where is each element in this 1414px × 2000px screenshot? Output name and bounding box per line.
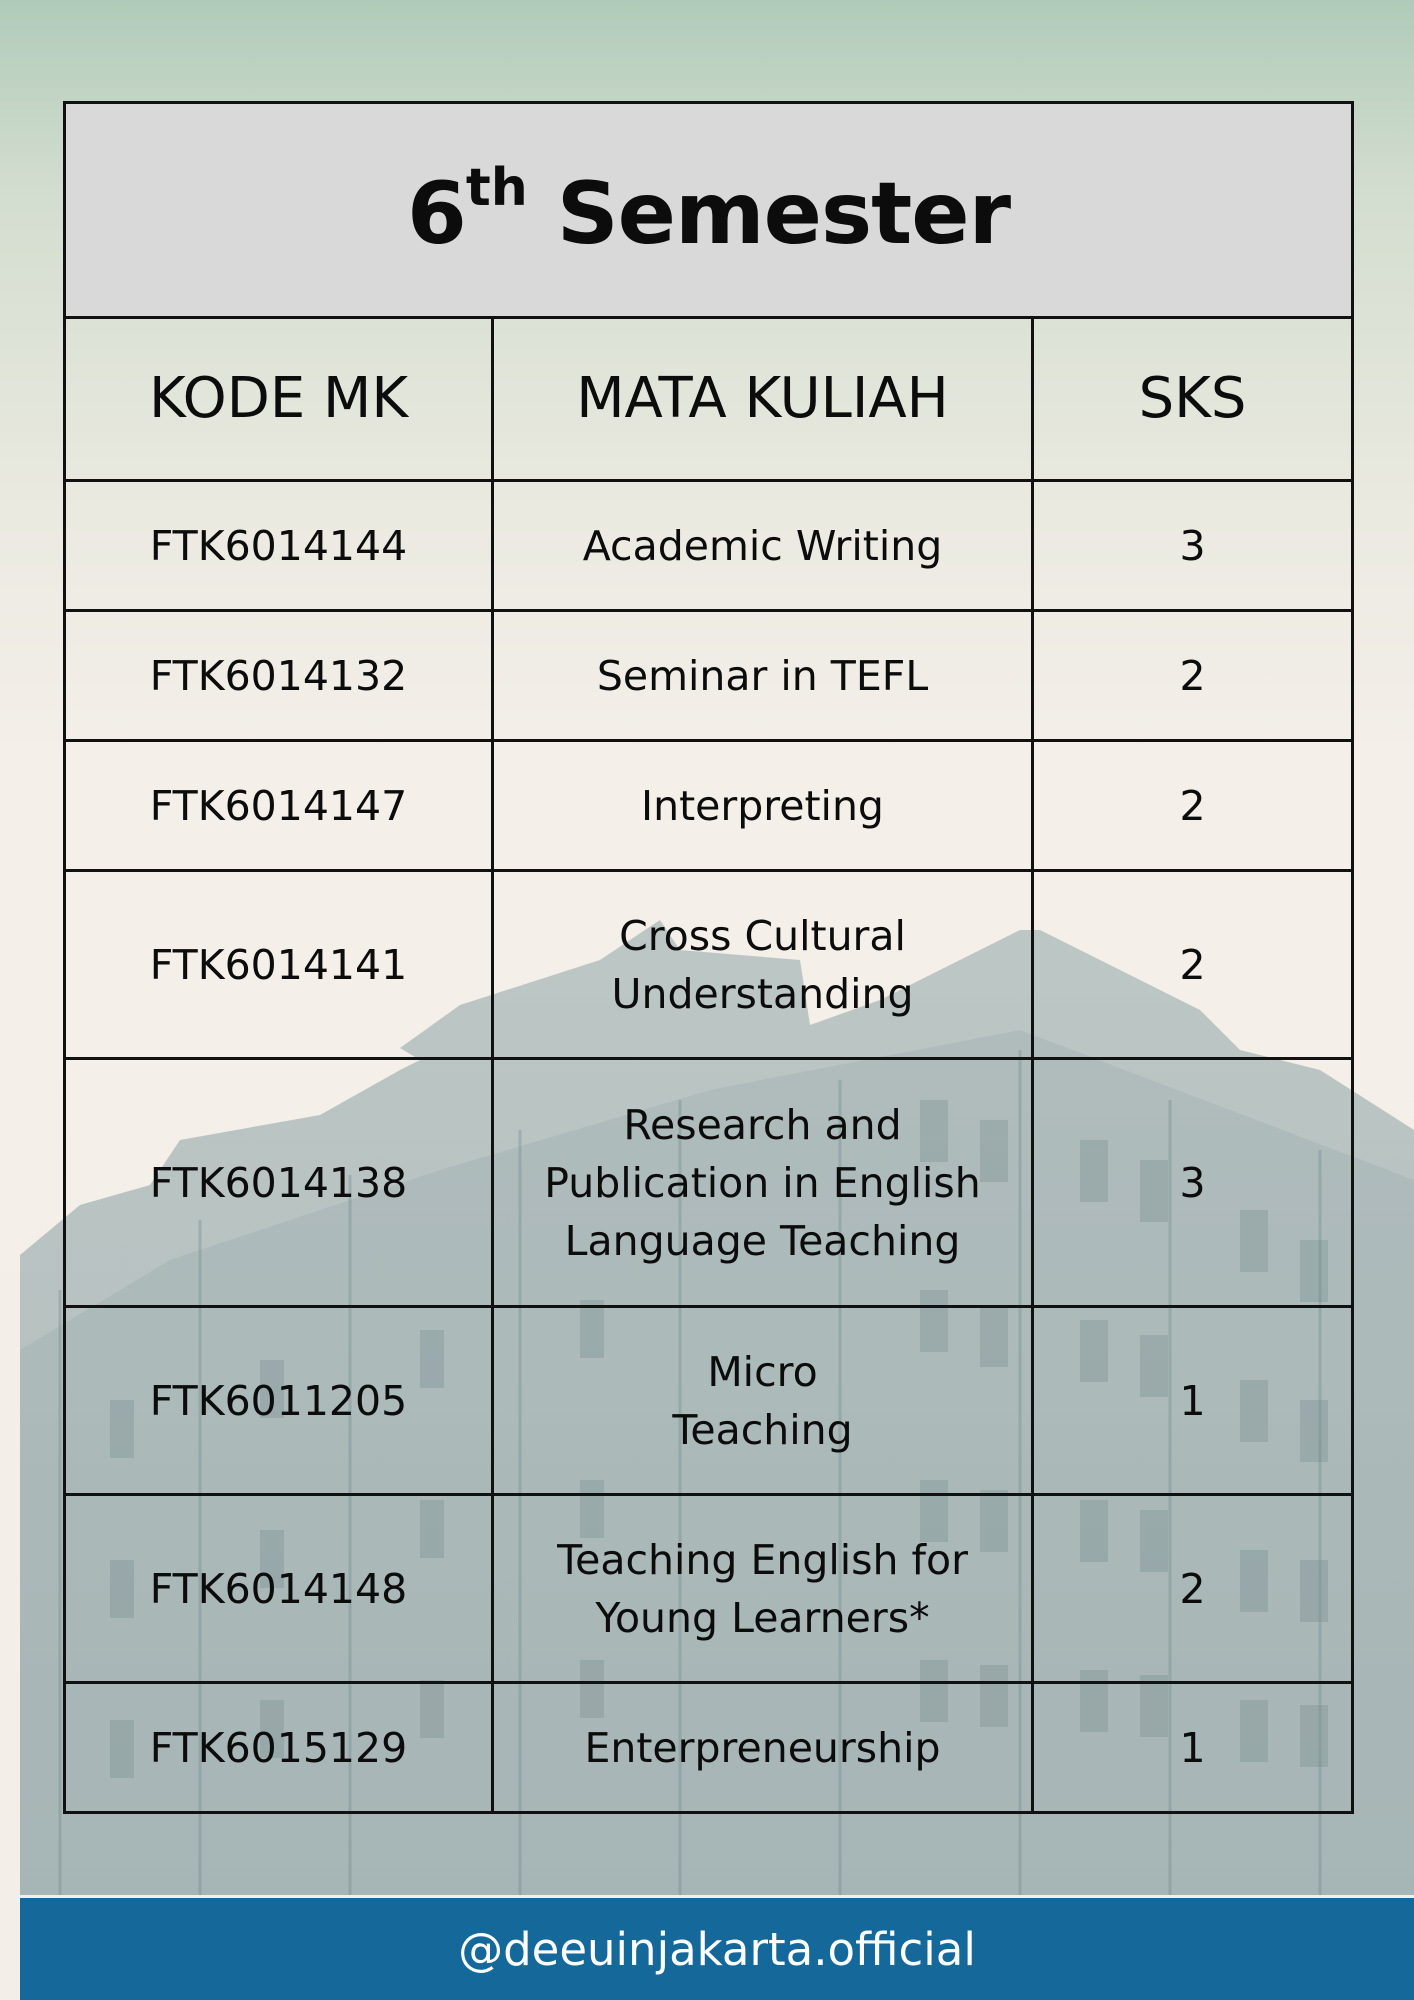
- course-code: FTK6014141: [65, 871, 493, 1059]
- course-credits: 3: [1033, 481, 1353, 611]
- course-code: FTK6014147: [65, 741, 493, 871]
- semester-word: Semester: [556, 164, 1010, 264]
- course-code: FTK6014144: [65, 481, 493, 611]
- course-name-line: Publication in English: [544, 1158, 981, 1207]
- course-code: FTK6014148: [65, 1495, 493, 1683]
- course-name-line: Young Learners*: [595, 1593, 930, 1642]
- course-name: [493, 1683, 1033, 1813]
- course-credits: 2: [1033, 871, 1353, 1059]
- course-name-line: Interpreting: [641, 781, 884, 830]
- course-name-line: Seminar in TEFL: [596, 651, 929, 700]
- title-cell: [65, 103, 1353, 318]
- course-credits: 1: [1033, 1307, 1353, 1495]
- course-name-line: Micro: [707, 1347, 818, 1396]
- table-row: [65, 1683, 1353, 1813]
- column-header-mata-kuliah: MATA KULIAH: [493, 318, 1033, 481]
- course-code: FTK6014132: [65, 611, 493, 741]
- course-credits: 1: [1033, 1683, 1353, 1813]
- social-handle: @deeuinjakarta.official: [458, 1922, 976, 1976]
- table-row: [65, 481, 1353, 611]
- footer-bar: [20, 1898, 1414, 2000]
- course-name-line: Cross Cultural: [619, 911, 906, 960]
- course-table: [63, 101, 1354, 1814]
- course-name-line: Understanding: [611, 969, 914, 1018]
- course-name-line: Academic Writing: [582, 521, 943, 570]
- course-name-line: Enterpreneurship: [584, 1723, 941, 1772]
- course-name: [493, 1059, 1033, 1307]
- header-row: [65, 318, 1353, 481]
- table-row: [65, 611, 1353, 741]
- course-name-line: Research and: [623, 1100, 902, 1149]
- course-code: FTK6015129: [65, 1683, 493, 1813]
- semester-number: 6: [407, 164, 466, 264]
- course-credits: 2: [1033, 611, 1353, 741]
- semester-ordinal-suffix: th: [465, 158, 528, 218]
- title-row: [65, 103, 1353, 318]
- course-name: [493, 611, 1033, 741]
- course-code: FTK6011205: [65, 1307, 493, 1495]
- course-name: [493, 481, 1033, 611]
- semester-title: [407, 158, 1010, 264]
- table-row: [65, 1307, 1353, 1495]
- course-name: [493, 741, 1033, 871]
- table-row: [65, 1495, 1353, 1683]
- column-header-kode: KODE MK: [65, 318, 493, 481]
- table-row: [65, 741, 1353, 871]
- course-code: FTK6014138: [65, 1059, 493, 1307]
- course-name: [493, 871, 1033, 1059]
- course-name-line: Language Teaching: [564, 1216, 961, 1265]
- table-row: [65, 1059, 1353, 1307]
- course-credits: 3: [1033, 1059, 1353, 1307]
- course-name-line: Teaching: [672, 1405, 853, 1454]
- course-name-line: Teaching English for: [557, 1535, 968, 1584]
- course-credits: 2: [1033, 1495, 1353, 1683]
- column-header-sks: SKS: [1033, 318, 1353, 481]
- table-row: [65, 871, 1353, 1059]
- course-name: [493, 1495, 1033, 1683]
- course-credits: 2: [1033, 741, 1353, 871]
- course-name: [493, 1307, 1033, 1495]
